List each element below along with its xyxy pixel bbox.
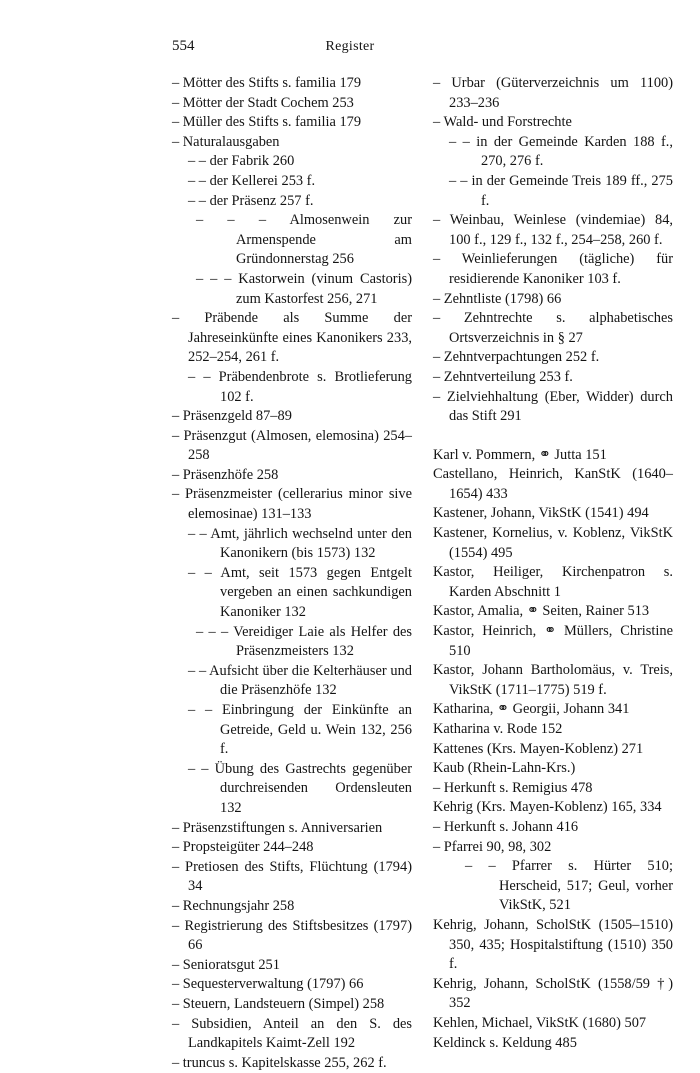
index-entry: – – – Vereidiger Laie als Helfer des Präsenzmeisters 132 xyxy=(196,623,412,660)
index-entry: – – in der Gemeinde Karden 188 f., 270, 276 f. xyxy=(449,133,673,170)
index-column-left xyxy=(172,74,412,1073)
index-entry: – Senioratsgut 251 xyxy=(172,956,280,973)
entry-gap xyxy=(433,427,673,446)
index-entry: – – Pfarrer s. Hürter 510; Herscheid, 517; Geul, vorher VikStK, 521 xyxy=(465,858,673,914)
index-entry: Kehrig (Krs. Mayen-Koblenz) 165, 334 xyxy=(433,799,662,816)
index-entry: Katharina, ⚭ Georgii, Johann 341 xyxy=(433,701,630,718)
index-entry: – Zehntverpachtungen 252 f. xyxy=(433,349,600,366)
index-entry: – Sequesterverwaltung (1797) 66 xyxy=(172,976,364,993)
index-entry: Kaub (Rhein-Lahn-Krs.) xyxy=(433,760,576,777)
index-entry: – Herkunft s. Remigius 478 xyxy=(433,779,593,796)
index-entry: Kastener, Kornelius, v. Koblenz, VikStK (1554) 495 xyxy=(433,525,673,561)
index-entry: Castellano, Heinrich, KanStK (1640–1654) 433 xyxy=(433,466,673,502)
index-entry: Kastor, Heiliger, Kirchenpatron s. Karden Abschnitt 1 xyxy=(433,564,673,600)
index-entry: Keldinck s. Keldung 485 xyxy=(433,1034,577,1051)
index-entry: – Registrierung des Stiftsbesitzes (1797) 66 xyxy=(172,917,412,954)
index-entry: Kehlen, Michael, VikStK (1680) 507 xyxy=(433,1014,647,1031)
index-entry: Katharina v. Rode 152 xyxy=(433,721,563,737)
index-entry: – Propsteigüter 244–248 xyxy=(172,839,314,856)
index-entry: – Weinlieferungen (tägliche) für residierende Kanoniker 103 f. xyxy=(433,251,673,287)
index-entry: – Müller des Stifts s. familia 179 xyxy=(172,114,362,131)
index-entry: – Präsenzhöfe 258 xyxy=(172,466,279,483)
index-entry: Kehrig, Johann, ScholStK (1505–1510) 350, 435; Hospitalstiftung (1510) 350 f. xyxy=(433,916,673,973)
index-entry: – Urbar (Güterverzeichnis um 1100) 233–236 xyxy=(433,75,673,111)
index-entry: Kastener, Johann, VikStK (1541) 494 xyxy=(433,505,649,522)
index-entry: – Pretiosen des Stifts, Flüchtung (1794) 34 xyxy=(172,858,412,895)
index-entry: – Mötter des Stifts s. familia 179 xyxy=(172,75,362,91)
index-entry: – Herkunft s. Johann 416 xyxy=(433,818,579,835)
index-entry: – – in der Gemeinde Treis 189 ff., 275 f. xyxy=(449,172,673,209)
running-title: Register xyxy=(325,39,375,54)
index-entry: – – Amt, jährlich wechselnd unter den Kanonikern (bis 1573) 132 xyxy=(188,525,412,562)
index-entry: – – Präbendenbrote s. Brotlieferung 102 f. xyxy=(188,368,412,405)
index-entry: – Zielviehhaltung (Eber, Widder) durch das Stift 291 xyxy=(433,388,673,425)
index-entry: – – – Almosenwein zur Armenspende am Gründonnerstag 256 xyxy=(196,212,412,268)
index-entry: Kattenes (Krs. Mayen-Koblenz) 271 xyxy=(433,740,644,757)
index-entry: – – der Fabrik 260 xyxy=(188,153,295,170)
index-entry: – Weinbau, Weinlese (vindemiae) 84, 100 f., 129 f., 132 f., 254–258, 260 f. xyxy=(433,212,673,248)
index-entry: – Mötter der Stadt Cochem 253 xyxy=(172,94,354,111)
page-number: 554 xyxy=(172,38,195,54)
index-entry: – Präbende als Summe der Jahreseinkünfte eines Kanonikers 233, 252–254, 261 f. xyxy=(172,310,412,366)
index-entry: – – der Kellerei 253 f. xyxy=(188,172,316,189)
index-entry: Karl v. Pommern, ⚭ Jutta 151 xyxy=(433,446,607,463)
index-entry: – Naturalausgaben xyxy=(172,133,280,150)
index-entry: Kastor, Johann Bartholomäus, v. Treis, VikStK (1711–1775) 519 f. xyxy=(433,662,673,698)
index-entry: – – der Präsenz 257 f. xyxy=(188,192,314,209)
index-entry: – Präsenzmeister (cellerarius minor sive elemosinae) 131–133 xyxy=(172,486,412,523)
index-entry: – Wald- und Forstrechte xyxy=(433,114,572,131)
page-header xyxy=(0,38,700,58)
index-column-right xyxy=(433,74,673,1053)
index-entry: – – Amt, seit 1573 gegen Entgelt vergeben an einen sachkundigen Kanoniker 132 xyxy=(188,564,412,621)
index-entry: – Subsidien, Anteil an den S. des Landkapitels Kaimt-Zell 192 xyxy=(172,1015,412,1052)
index-entry: – Steuern, Landsteuern (Simpel) 258 xyxy=(172,995,385,1012)
index-entry: – Rechnungsjahr 258 xyxy=(172,897,295,914)
index-entry: – Zehntverteilung 253 f. xyxy=(433,368,573,385)
index-entry: Kastor, Amalia, ⚭ Seiten, Rainer 513 xyxy=(433,603,650,620)
index-entry: – Pfarrei 90, 98, 302 xyxy=(433,838,552,855)
index-entry: – Zehntrechte s. alphabetisches Ortsverzeichnis in § 27 xyxy=(433,310,673,346)
index-entry: – – – Kastorwein (vinum Castoris) zum Kastorfest 256, 271 xyxy=(196,270,412,307)
index-entry: – Präsenzgeld 87–89 xyxy=(172,408,292,425)
index-entry: – truncus s. Kapitelskasse 255, 262 f. xyxy=(172,1054,387,1071)
index-entry: – – Einbringung der Einkünfte an Getreide, Geld u. Wein 132, 256 f. xyxy=(188,702,412,758)
index-entry: – Zehntliste (1798) 66 xyxy=(433,290,562,307)
index-entry: Kastor, Heinrich, ⚭ Müllers, Christine 510 xyxy=(433,623,673,659)
index-entry: – – Aufsicht über die Kelterhäuser und die Präsenzhöfe 132 xyxy=(188,662,412,699)
index-entry: – Präsenzgut (Almosen, elemosina) 254–258 xyxy=(172,427,412,464)
index-entry: – Präsenzstiftungen s. Anniversarien xyxy=(172,819,383,836)
index-entry: – – Übung des Gastrechts gegenüber durchreisenden Ordensleuten 132 xyxy=(188,760,412,816)
index-entry: Kehrig, Johann, ScholStK (1558/59 †) 352 xyxy=(433,975,673,1012)
